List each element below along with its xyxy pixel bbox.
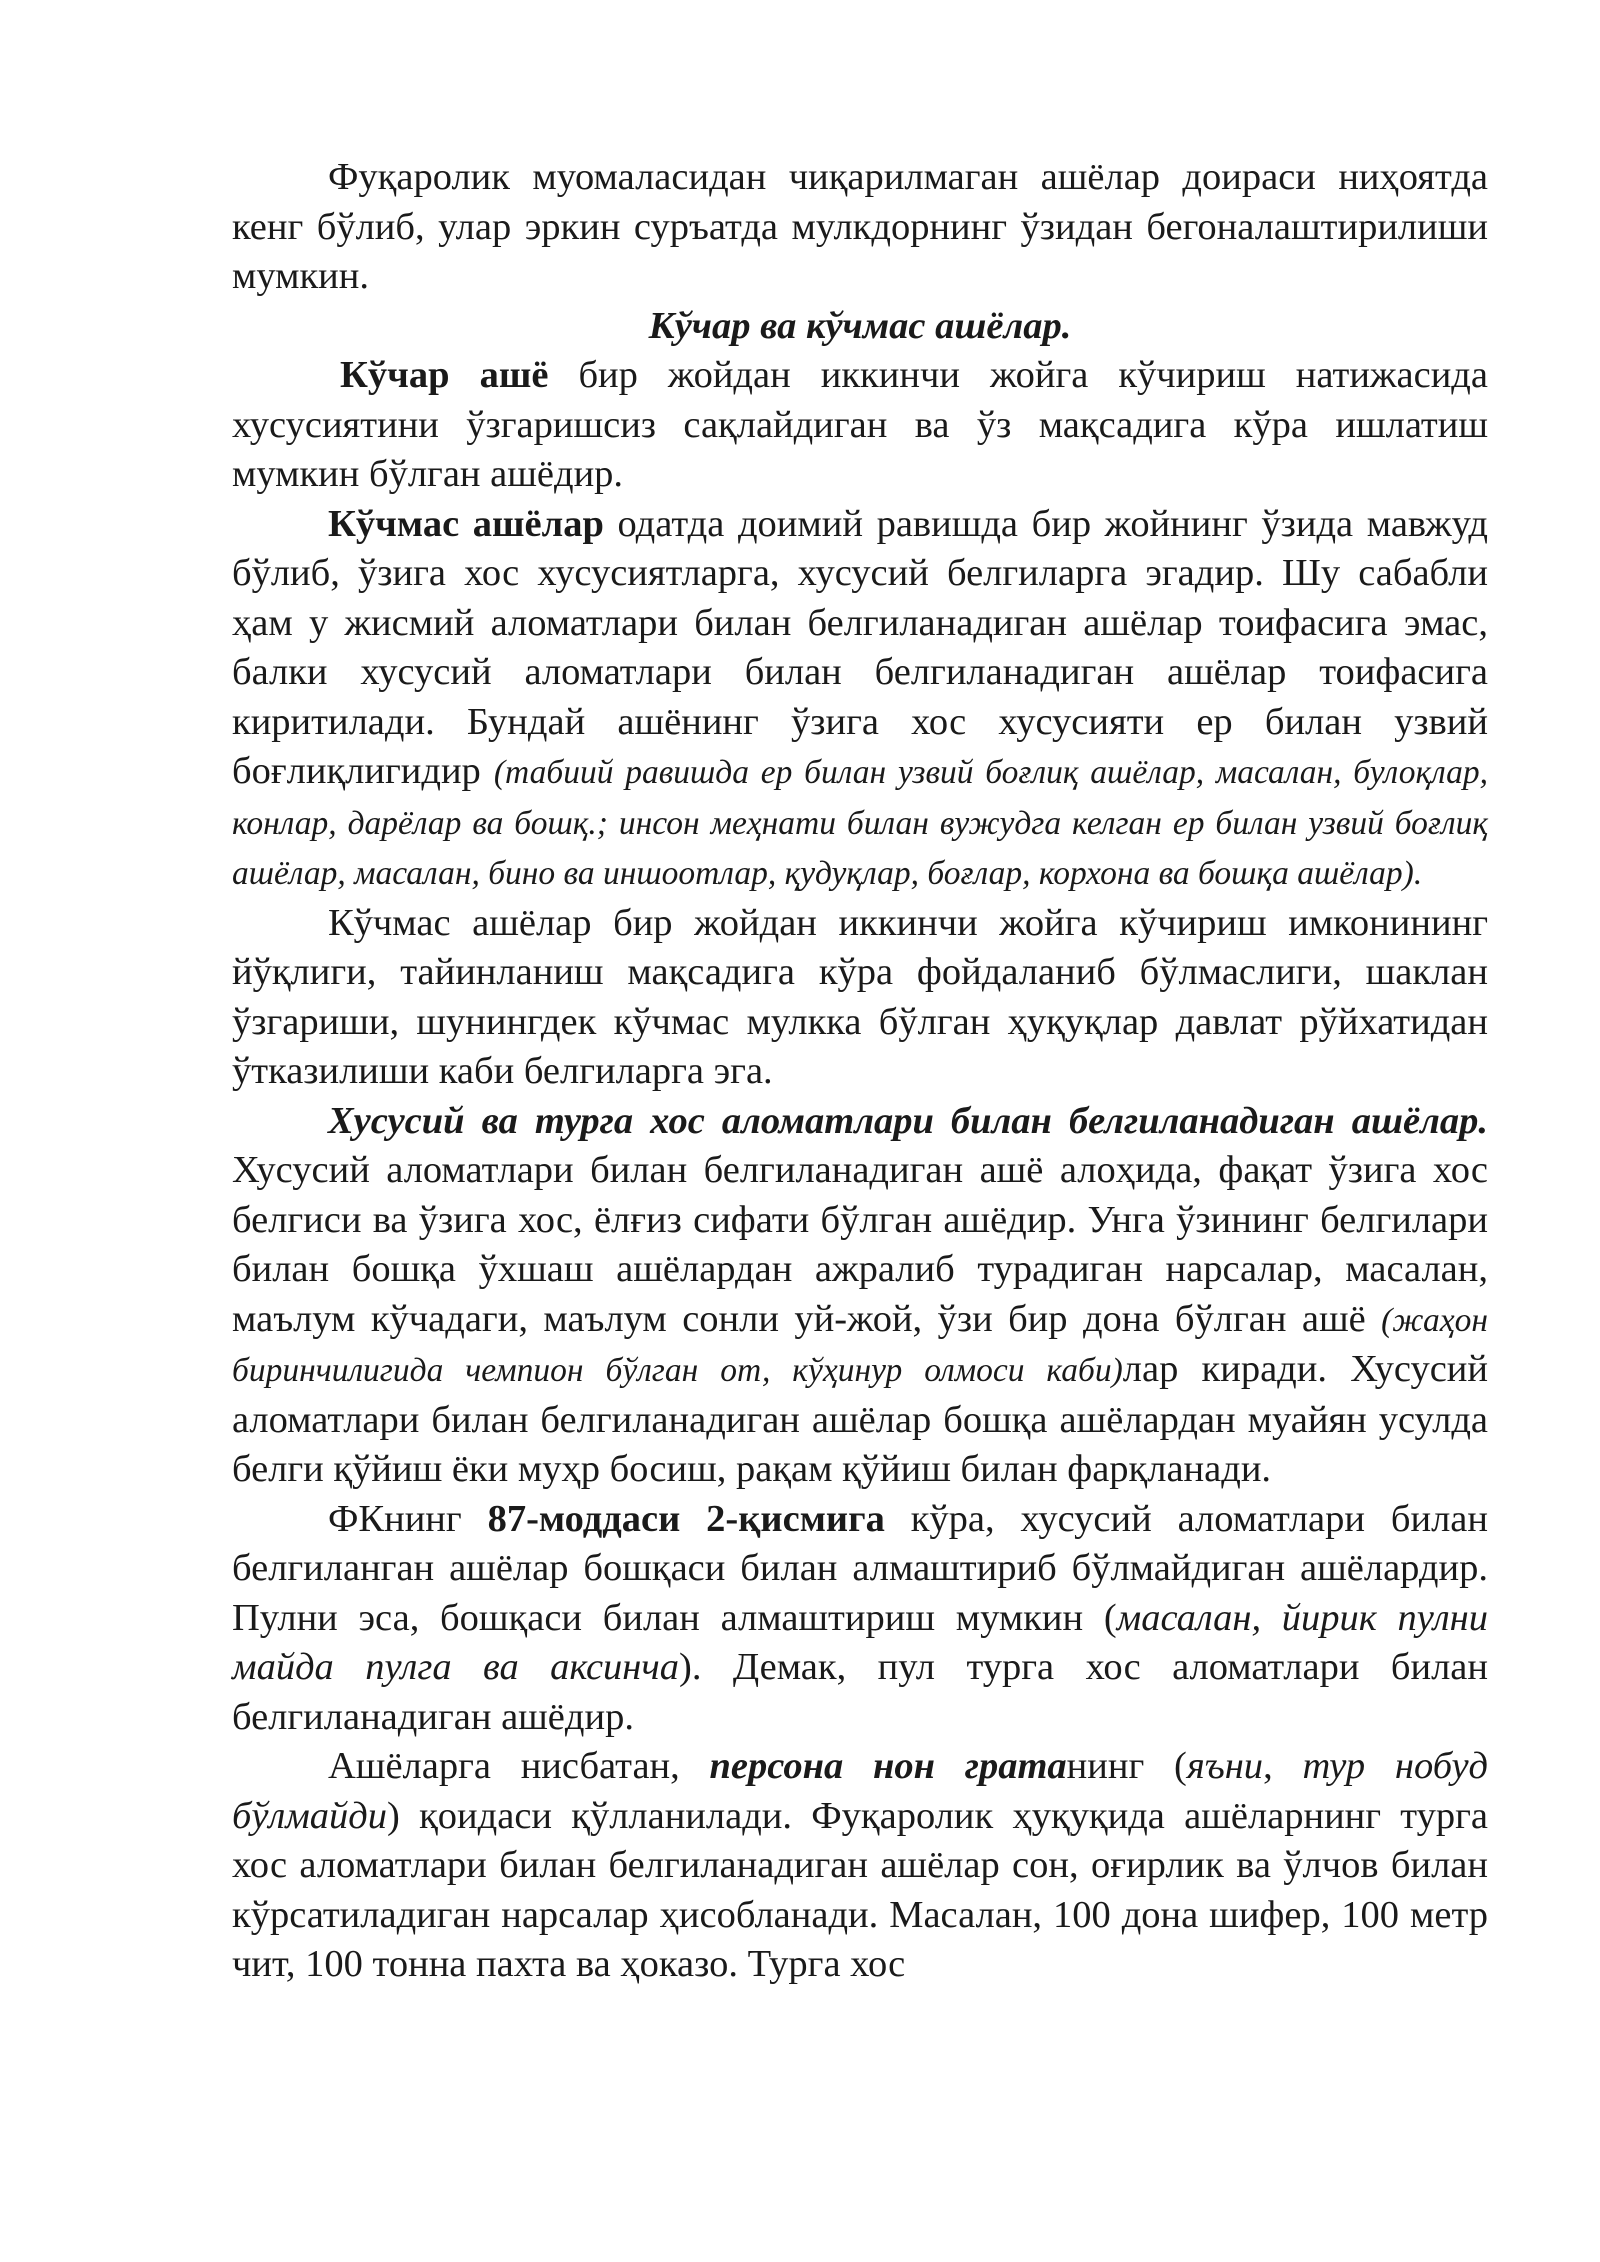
document-page	[232, 153, 1488, 1990]
paragraph-immovable-text: одатда доимий равишда бир жойнинг ўзида мавжуд бўлиб, ўзига хос хусусиятларга, хусусий белгиларга эгадир. Шу сабабли ҳам у жисмий аломатлари билан белгиланадиган ашёлар тоифасига эмас, балки хусусий аломатлари билан белгиланадиган ашёлар тоифасига киритилади. Бундай ашёнинг ўзига хос хусусияти ер билан узвий боғлиқлигидир	[232, 502, 1489, 792]
paragraph-persona-that-is: яъни	[1186, 1745, 1264, 1787]
paragraph-immovable	[232, 500, 1488, 899]
paragraph-civil-code-lead: ФКнинг	[328, 1497, 488, 1540]
civil-code-article-reference: 87-моддаси 2-қисмига	[487, 1497, 885, 1540]
section-heading: Кўчар ва кўчмас ашёлар.	[648, 304, 1072, 347]
paragraph-persona-translation: тур нобуд бўлмайди	[232, 1745, 1488, 1837]
term-immovable-things: Кўчмас ашёлар	[328, 502, 604, 545]
paragraph-movable	[232, 351, 1488, 500]
paragraph-civil-code-text: кўра, хусусий аломатлари билан белгиланган ашёлар бошқаси билан алмаштириб бўлмайдиган ашёлардир. Пулни эса, бошқаси билан алмаштириш мумкин (	[232, 1497, 1488, 1639]
paragraph-persona-text: ) қоидаси қўлланилади. Фуқаролик ҳуқуқида ашёларнинг турга хос аломатлари билан белгиланадиган ашёлар сон, оғирлик ва ўлчов билан кўрсатиладиган нарсалар ҳисобланади. Масалан, 100 дона шифер, 100 метр чит, 100 тонна пахта ва ҳоказо. Турга хос	[232, 1794, 1488, 1985]
paragraph-intro-text: Фуқаролик муомаласидан чиқарилмаган ашёлар доираси ниҳоятда кенг бўлиб, улар эркин суръатда мулкдорнинг ўзидан бегоналаштирилиши мумкин.	[232, 156, 1488, 297]
paragraph-civil-code-tail: ). Демак, пул турга хос аломатлари билан белгиланадиган ашёдир.	[232, 1646, 1488, 1738]
paragraph-persona-lead: Ашёларга нисбатан,	[328, 1745, 710, 1787]
paragraph-specific-things-note: (жаҳон биринчилигида чемпион бўлган от, кўҳинур олмоси каби)	[232, 1301, 1488, 1389]
paragraph-immovable-note: (табиий равишда ер билан узвий боғлиқ ашёлар, масалан, булоқлар, конлар, дарёлар ва бошқ.; инсон меҳнати билан вужудга келган ер билан узвий боғлиқ ашёлар, масалан, бино ва иншоотлар, қудуқлар, боғлар, корхона ва бошқа ашёлар).	[232, 754, 1488, 892]
paragraph-specific-things-tail: лар киради. Хусусий аломатлари билан белгиланадиган ашёлар бошқа ашёлардан муайян усулда белги қўйиш ёки муҳр босиш, рақам қўйиш билан фарқланади.	[232, 1348, 1488, 1490]
term-movable-thing: Кўчар ашё	[340, 354, 549, 396]
paragraph-civil-code	[232, 1495, 1488, 1743]
paragraph-immovable-features-text: Кўчмас ашёлар бир жойдан иккинчи жойга кўчириш имконининг йўқлиги, тайинланиш мақсадига кўра фойдаланиб бўлмаслиги, шаклан ўзгариши, шунингдек кўчмас мулкка бўлган ҳуқуқлар давлат рўйхатидан ўтказилиши каби белгиларга эга.	[232, 901, 1488, 1092]
term-persona-non-grata: персона нон грата	[709, 1745, 1067, 1787]
paragraph-movable-text: бир жойдан иккинчи жойга кўчириш натижасида хусусиятини ўзгаришсиз сақлайдиган ва ўз мақсадига кўра ишлатиш мумкин бўлган ашёдир.	[232, 354, 1488, 495]
paragraph-persona-rule	[232, 1742, 1488, 1990]
paragraph-persona-comma: ,	[1263, 1745, 1303, 1787]
paragraph-specific-things-text: Хусусий аломатлари билан белгиланадиган ашё алоҳида, фақат ўзига хос белгиси ва ўзига хос, ёлғиз сифати бўлган ашёдир. Унга ўзининг белгилари билан бошқа ўхшаш ашёлардан ажралиб турадиган нарсалар, масалан, маълум кўчадаги, маълум сонли уй-жой, ўзи бир дона бўлган ашё	[232, 1149, 1488, 1340]
paragraph-specific-things	[232, 1097, 1488, 1495]
paragraph-immovable-features	[232, 899, 1488, 1097]
term-specific-things: Хусусий ва турга хос аломатлари билан белгиланадиган ашёлар.	[328, 1099, 1488, 1142]
paragraph-intro	[232, 153, 1488, 302]
paragraph-persona-suffix: нинг (	[1066, 1745, 1187, 1787]
paragraph-civil-code-example: масалан, йирик пулни майда пулга ва аксинча	[232, 1596, 1488, 1688]
